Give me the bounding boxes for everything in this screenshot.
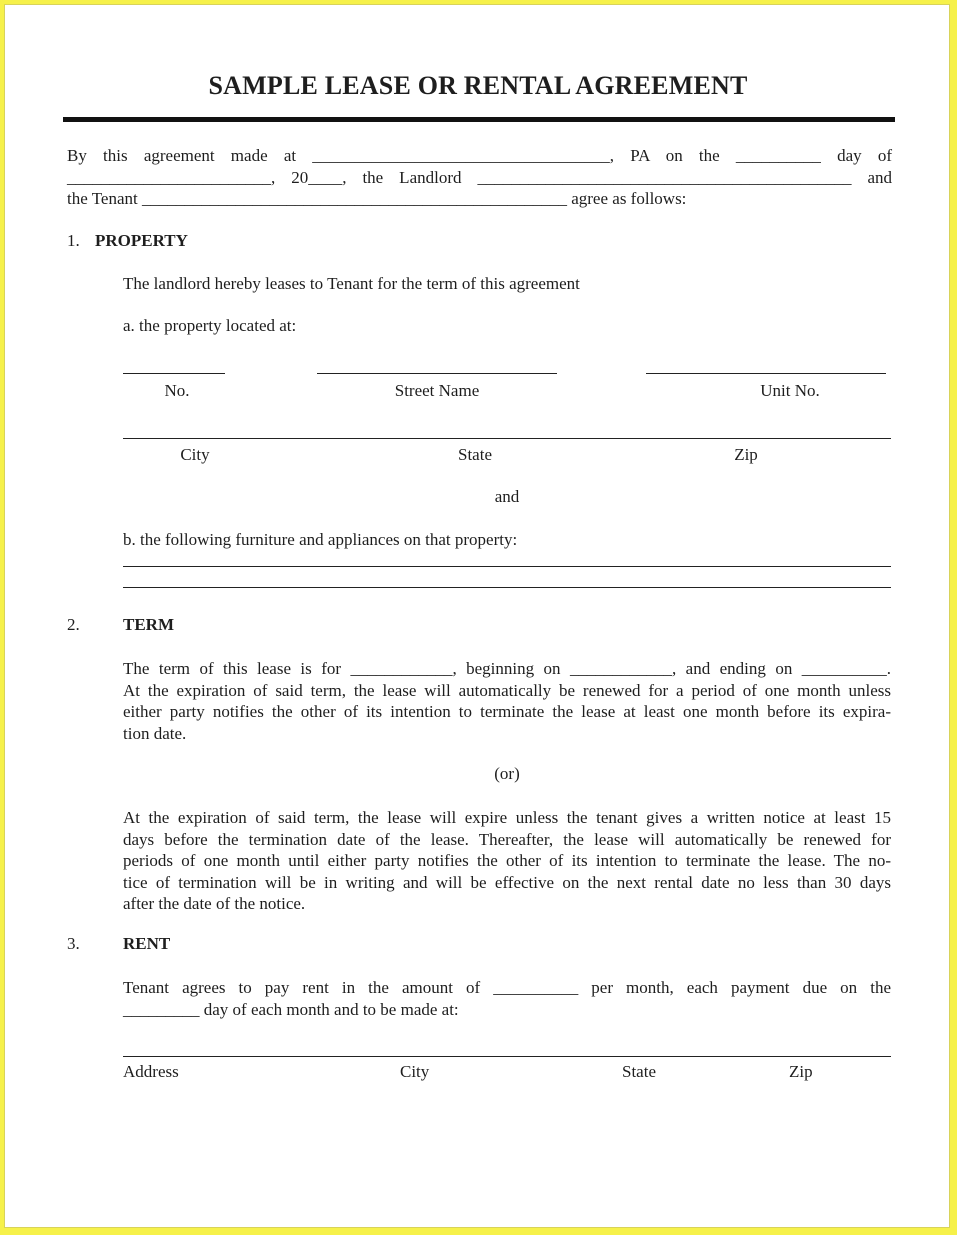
property-lead: The landlord hereby leases to Tenant for the term of this agreement	[123, 274, 580, 293]
unit-no-blank[interactable]	[646, 373, 886, 374]
label-street-name: Street Name	[394, 381, 480, 400]
property-item-a: a. the property located at:	[123, 316, 297, 335]
city-state-zip-blank[interactable]	[123, 438, 891, 439]
label-zip: Zip	[734, 445, 758, 464]
property-item-b: b. the following furniture and appliances on that property:	[123, 530, 518, 549]
term-paragraph-1	[123, 658, 891, 744]
label-no: No.	[164, 381, 190, 400]
term-p2-line-1: At the expiration of said term, the lease will expire unless the tenant gives a written notice at least 15	[123, 808, 891, 827]
intro-line-3: the Tenant __________________________________________________ agree as follows:	[67, 189, 687, 208]
furniture-blank-2[interactable]	[123, 587, 891, 588]
section-3-number: 3.	[67, 934, 80, 953]
street-name-blank[interactable]	[317, 373, 557, 374]
rent-address-blank[interactable]	[123, 1056, 891, 1057]
term-p2-line-3: periods of one month until either party notifies the other of its intention to terminate the lease. The no-	[123, 851, 891, 870]
title-rule	[63, 117, 895, 122]
furniture-blank-1[interactable]	[123, 566, 891, 567]
rent-paragraph	[123, 977, 891, 1020]
section-1-heading: PROPERTY	[95, 231, 188, 250]
term-p2-line-5: after the date of the notice.	[123, 894, 306, 913]
term-p1-line-4: tion date.	[123, 723, 187, 743]
label-rent-state: State	[622, 1062, 656, 1081]
or-text: (or)	[494, 764, 520, 783]
intro-line-2: ________________________, 20____, the Landlord ____________________________________________ and	[67, 168, 892, 187]
term-p1-line-3: either party notifies the other of its intention to terminate the lease at least one month before its expira-	[123, 702, 891, 721]
term-p2-line-4: tice of termination will be in writing and will be effective on the next rental date no less than 30 days	[123, 872, 891, 892]
rent-line-1: Tenant agrees to pay rent in the amount of __________ per month, each payment due on the	[123, 978, 891, 997]
section-2-number: 2.	[67, 615, 80, 634]
term-paragraph-2	[123, 807, 891, 915]
section-1-number: 1.	[67, 231, 80, 250]
document-page	[4, 4, 950, 1228]
section-3-heading: RENT	[123, 934, 171, 953]
label-rent-city: City	[400, 1062, 430, 1081]
label-state: State	[458, 445, 492, 464]
and-text: and	[494, 487, 520, 506]
label-rent-zip: Zip	[789, 1062, 813, 1081]
section-2-heading: TERM	[123, 615, 174, 634]
term-p1-line-1: The term of this lease is for ____________, beginning on ____________, and ending on __________.	[123, 659, 891, 678]
term-p1-line-2: At the expiration of said term, the lease will automatically be renewed for a period of one month unless	[123, 680, 891, 700]
rent-line-2: _________ day of each month and to be made at:	[123, 999, 459, 1019]
intro-line-1: By this agreement made at ___________________________________, PA on the __________ day of	[67, 146, 892, 165]
label-city: City	[180, 445, 210, 464]
document-title: SAMPLE LEASE OR RENTAL AGREEMENT	[208, 71, 748, 100]
label-unit-no: Unit No.	[760, 381, 820, 400]
no-blank[interactable]	[123, 373, 225, 374]
label-address: Address	[123, 1062, 179, 1081]
term-p2-line-2: days before the termination date of the lease. Thereafter, the lease will automatically be renewed for	[123, 829, 891, 849]
